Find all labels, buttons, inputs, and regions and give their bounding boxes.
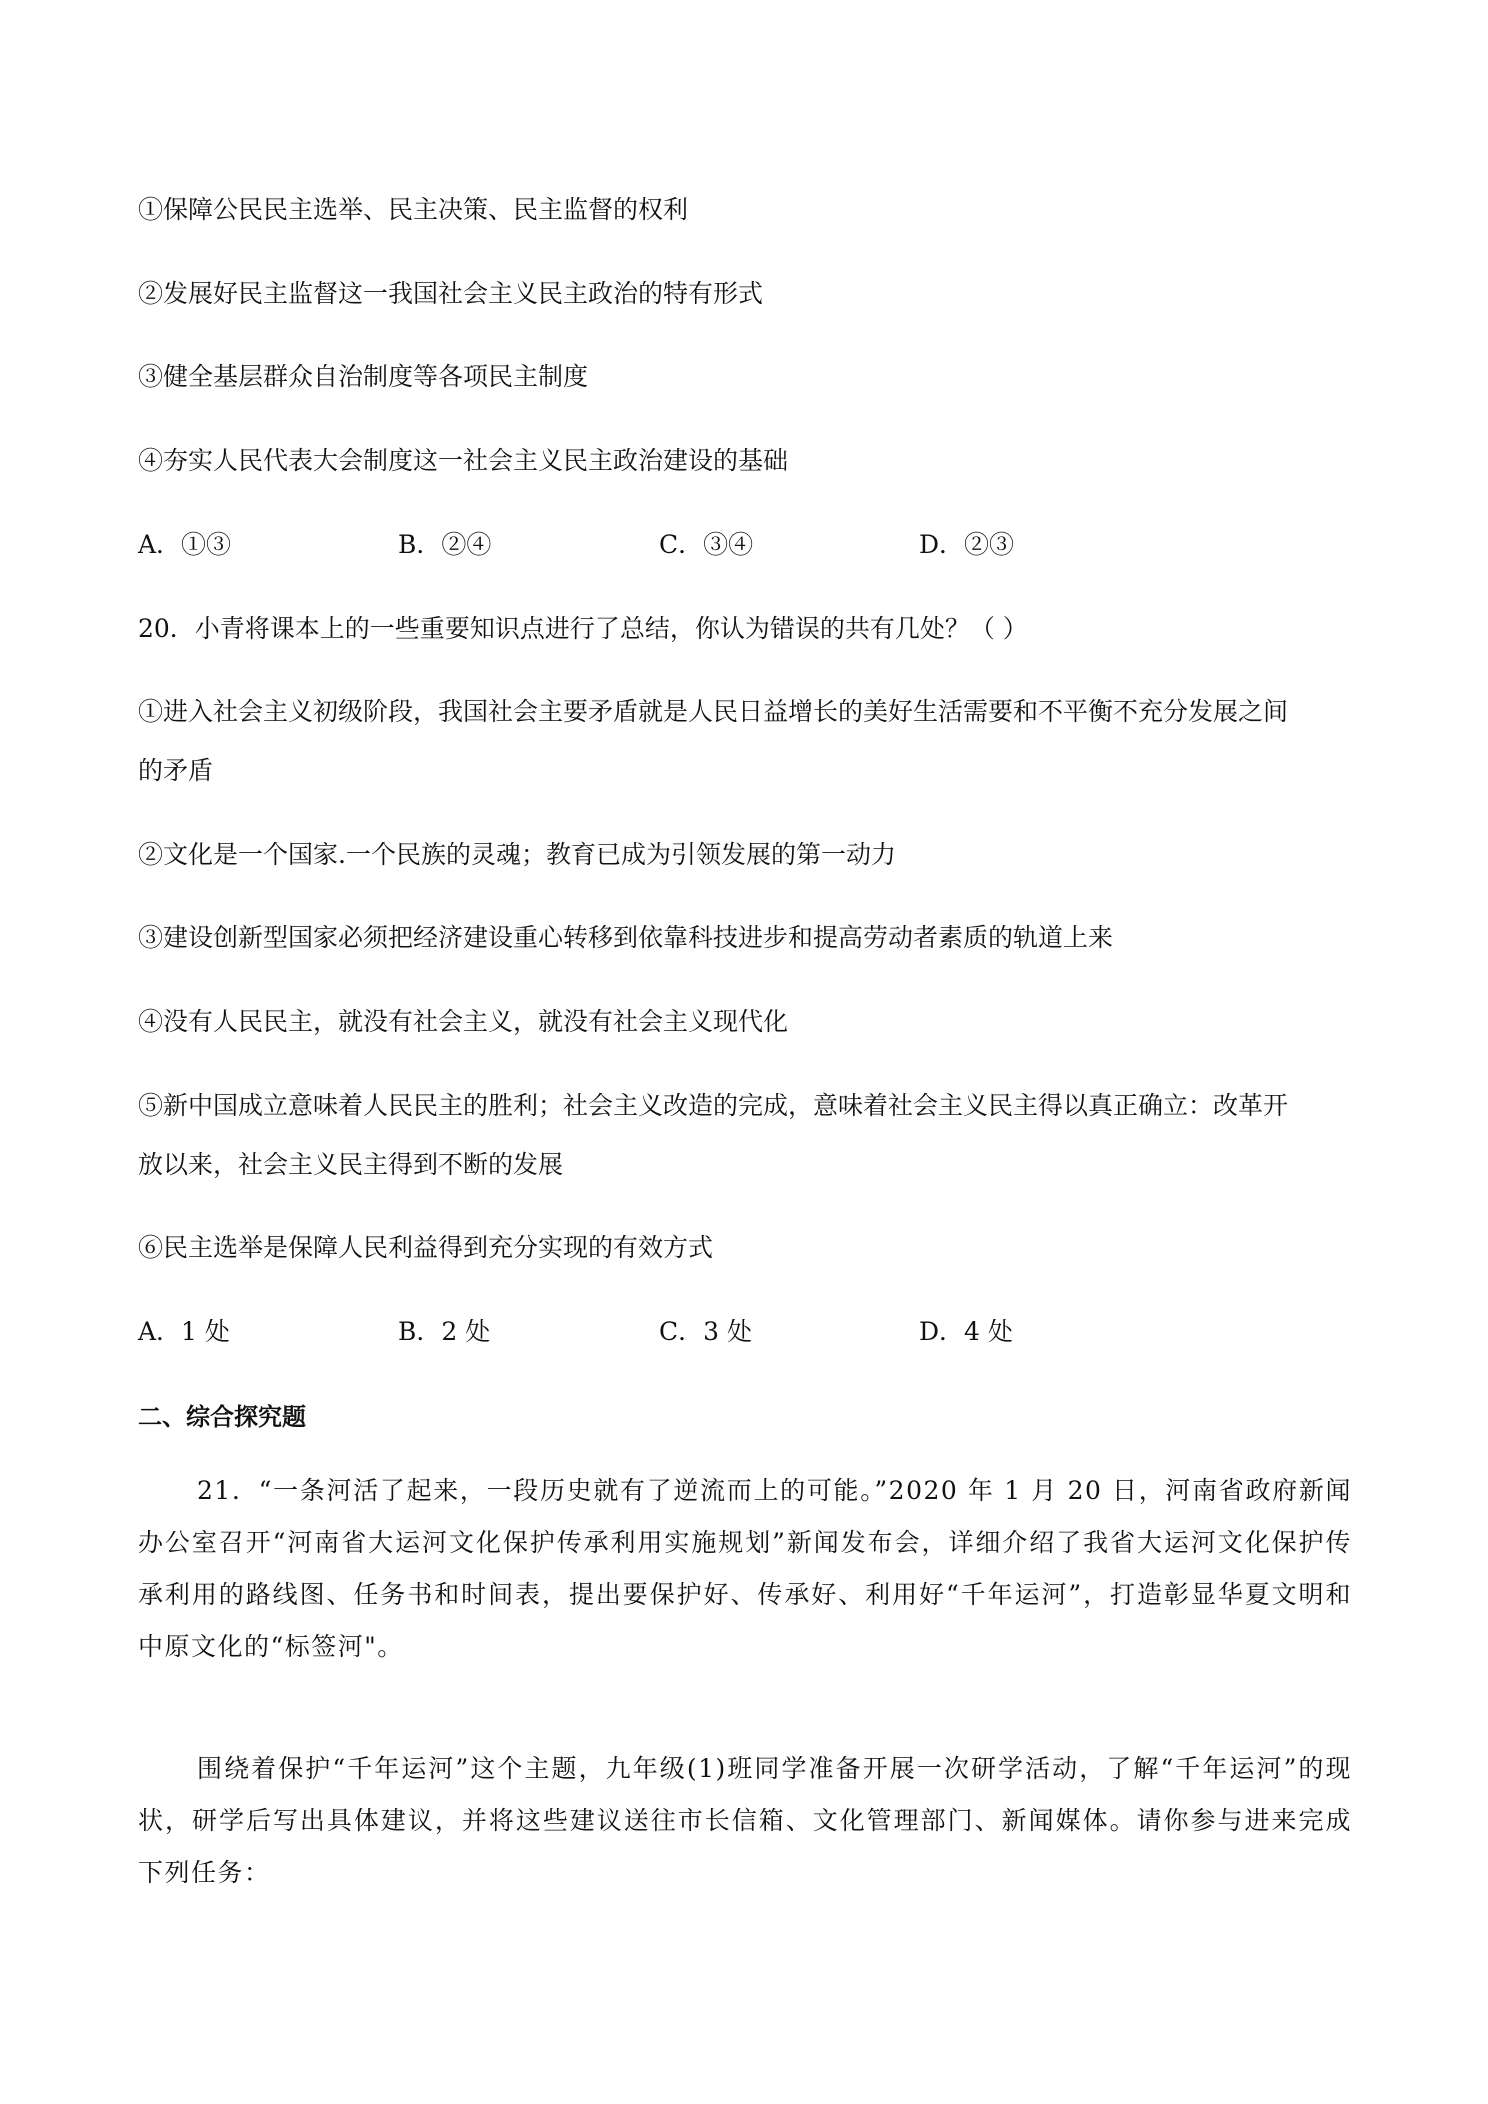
q20-choice-c: C．3 处 — [659, 1317, 752, 1346]
q20-statement-5-line-2: 放以来，社会主义民主得到不断的发展 — [138, 1150, 564, 1179]
q20-statement-1-line-2: 的矛盾 — [138, 756, 214, 785]
q20-statement-1-line-1: ①进入社会主义初级阶段，我国社会主要矛盾就是人民日益增长的美好生活需要和不平衡不充分发展之间 — [138, 697, 1289, 726]
q20-statement-4: ④没有人民民主，就没有社会主义，就没有社会主义现代化 — [138, 1007, 789, 1036]
q20-statement-5-line-1: ⑤新中国成立意味着人民民主的胜利；社会主义改造的完成，意味着社会主义民主得以真正确立：改革开 — [138, 1091, 1289, 1120]
q20-choice-d: D．4 处 — [919, 1317, 1013, 1346]
q20-stem: 20．小青将课本上的一些重要知识点进行了总结，你认为错误的共有几处？（ ） — [138, 614, 1028, 643]
q19-choice-b: B．②④ — [398, 530, 492, 559]
q19-statement-3: ③健全基层群众自治制度等各项民主制度 — [138, 362, 589, 391]
q19-statement-1: ①保障公民民主选举、民主决策、民主监督的权利 — [138, 195, 689, 224]
q19-statement-2: ②发展好民主监督这一我国社会主义民主政治的特有形式 — [138, 279, 764, 308]
q20-statement-3: ③建设创新型国家必须把经济建设重心转移到依靠科技进步和提高劳动者素质的轨道上来 — [138, 923, 1114, 952]
q19-statement-4: ④夯实人民代表大会制度这一社会主义民主政治建设的基础 — [138, 446, 789, 475]
q19-choice-d: D．②③ — [919, 530, 1015, 559]
section-heading: 二、综合探究题 — [138, 1403, 306, 1431]
q20-statement-6: ⑥民主选举是保障人民利益得到充分实现的有效方式 — [138, 1233, 714, 1262]
q20-choices — [138, 1317, 1358, 1347]
q19-choice-a: A．①③ — [138, 530, 232, 559]
q21-paragraph-1: 21．“一条河活了起来，一段历史就有了逆流而上的可能。”2020 年 1 月 20 日，河南省政府新闻办公室召开“河南省大运河文化保护传承利用实施规划”新闻发布会，详细介绍了我省大运河文化保护传承利用的路线图、任务书和时间表，提出要保护好、传承好、利用好“千年运河”，打造彰显华夏文明和中原文化的“标签河"。 — [138, 1476, 1352, 1661]
q20-statement-2: ②文化是一个国家.一个民族的灵魂；教育已成为引领发展的第一动力 — [138, 840, 896, 869]
q19-choices — [138, 530, 1358, 560]
q20-choice-b: B．2 处 — [398, 1317, 491, 1346]
q19-choice-c: C．③④ — [659, 530, 754, 559]
q20-choice-a: A．1 处 — [138, 1317, 230, 1346]
q21-paragraph-2: 围绕着保护“千年运河”这个主题，九年级(1)班同学准备开展一次研学活动，了解“千年运河”的现状，研学后写出具体建议，并将这些建议送往市长信箱、文化管理部门、新闻媒体。请你参与进来完成下列任务： — [138, 1754, 1352, 1887]
